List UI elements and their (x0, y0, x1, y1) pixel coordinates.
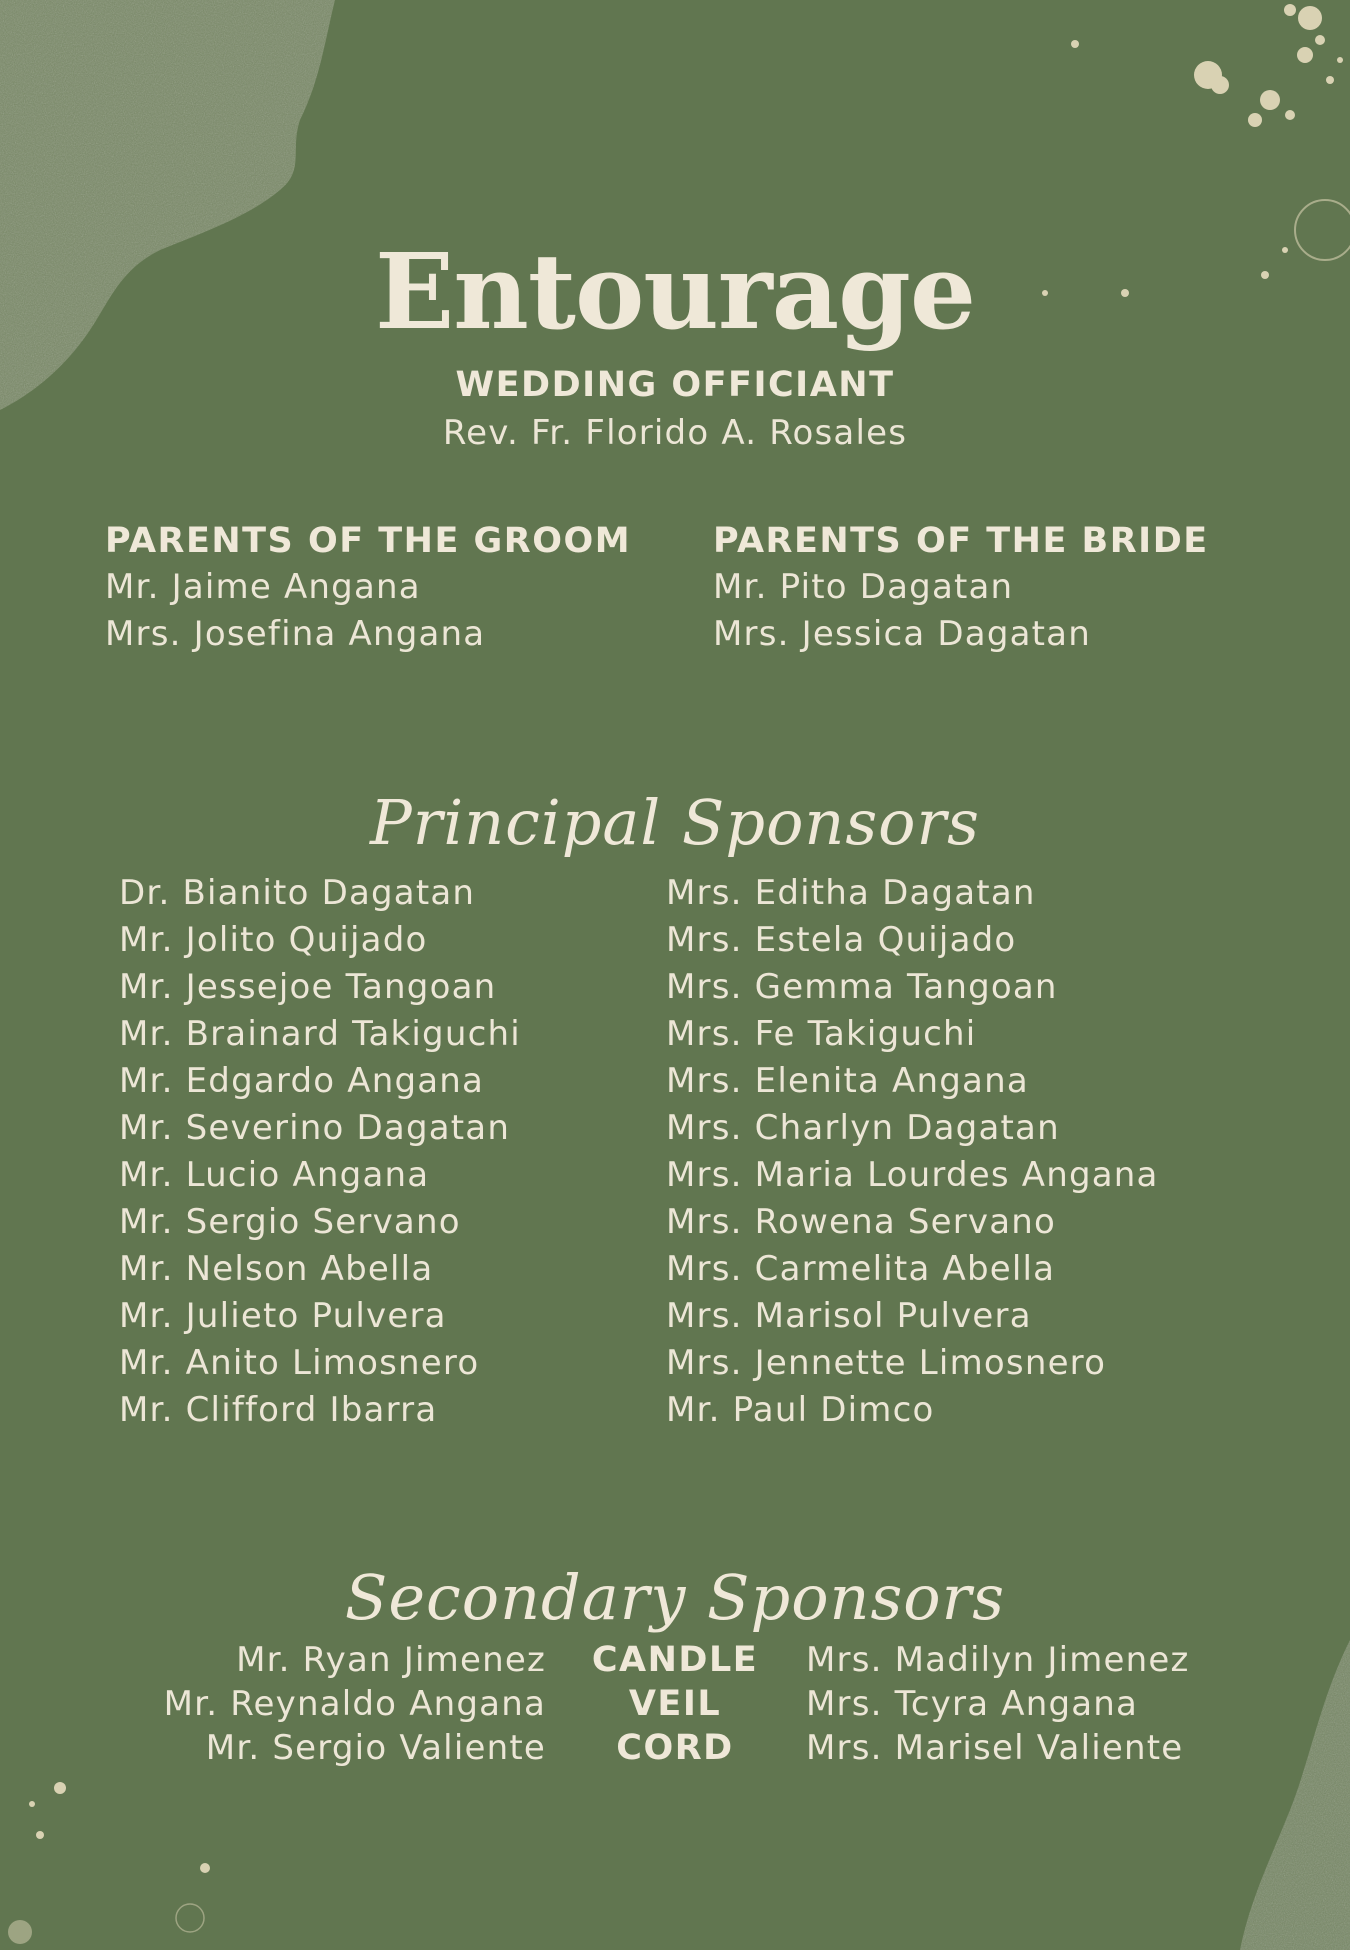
parents-groom-label: PARENTS OF THE GROOM (105, 521, 632, 561)
sponsor-name: Mrs. Rowena Servano (666, 1202, 1057, 1242)
role-label: VEIL (628, 1684, 722, 1724)
principal-sponsors-left-list (119, 870, 521, 1434)
sponsor-name: Mr. Anito Limosnero (119, 1343, 480, 1383)
sponsor-name: Mrs. Editha Dagatan (666, 873, 1036, 913)
parents-bride-section (713, 520, 1209, 658)
sponsor-name: Mr. Jolito Quijado (119, 920, 428, 960)
parent-name: Mr. Pito Dagatan (713, 567, 1014, 607)
sponsor-name: Mrs. Elenita Angana (666, 1061, 1029, 1101)
sponsor-name: Mr. Sergio Valiente (205, 1728, 546, 1768)
page-title: Entourage (375, 229, 975, 353)
sponsor-name: Mrs. Fe Takiguchi (666, 1014, 977, 1054)
parent-name: Mrs. Jessica Dagatan (713, 614, 1091, 654)
sponsor-name: Mr. Julieto Pulvera (119, 1296, 447, 1336)
parent-name: Mr. Jaime Angana (105, 567, 421, 607)
parents-groom-section (105, 520, 631, 658)
officiant-section (0, 364, 1350, 457)
secondary-sponsors-heading: Secondary Sponsors (344, 1561, 1006, 1635)
parent-name: Mrs. Josefina Angana (105, 614, 486, 654)
role-label: CORD (616, 1728, 734, 1768)
role-label: CANDLE (591, 1640, 759, 1680)
officiant-label: WEDDING OFFICIANT (455, 365, 895, 405)
secondary-sponsors-left-list (164, 1638, 546, 1770)
sponsor-name: Mr. Reynaldo Angana (163, 1684, 546, 1724)
principal-sponsors-heading: Principal Sponsors (370, 786, 980, 860)
sponsor-name: Mrs. Maria Lourdes Angana (666, 1155, 1159, 1195)
sponsor-name: Mr. Severino Dagatan (119, 1108, 511, 1148)
sponsor-name: Mrs. Gemma Tangoan (666, 967, 1058, 1007)
sponsor-name: Mrs. Jennette Limosnero (666, 1343, 1107, 1383)
sponsor-name: Mrs. Madilyn Jimenez (806, 1640, 1190, 1680)
sponsor-name: Mr. Edgardo Angana (119, 1061, 485, 1101)
sponsor-name: Mr. Brainard Takiguchi (119, 1014, 521, 1054)
sponsor-name: Mr. Clifford Ibarra (119, 1390, 438, 1430)
sponsor-name: Mrs. Tcyra Angana (806, 1684, 1139, 1724)
secondary-sponsors-right-list (806, 1638, 1190, 1770)
sponsor-name: Mr. Lucio Angana (119, 1155, 430, 1195)
sponsor-name: Mrs. Marisol Pulvera (666, 1296, 1032, 1336)
sponsor-name: Mr. Sergio Servano (119, 1202, 461, 1242)
sponsor-name: Mr. Jessejoe Tangoan (119, 967, 497, 1007)
officiant-name: Rev. Fr. Florido A. Rosales (442, 413, 908, 453)
principal-sponsors-right-list (666, 870, 1159, 1434)
sponsor-name: Mrs. Estela Quijado (666, 920, 1017, 960)
sponsor-name: Mrs. Marisel Valiente (806, 1728, 1184, 1768)
sponsor-name: Mrs. Charlyn Dagatan (666, 1108, 1060, 1148)
parents-bride-label: PARENTS OF THE BRIDE (713, 521, 1209, 561)
sponsor-name: Mr. Nelson Abella (119, 1249, 434, 1289)
sponsor-name: Dr. Bianito Dagatan (119, 873, 476, 913)
sponsor-name: Mr. Ryan Jimenez (236, 1640, 546, 1680)
secondary-roles-list (575, 1638, 775, 1770)
sponsor-name: Mr. Paul Dimco (666, 1390, 935, 1430)
sponsor-name: Mrs. Carmelita Abella (666, 1249, 1056, 1289)
